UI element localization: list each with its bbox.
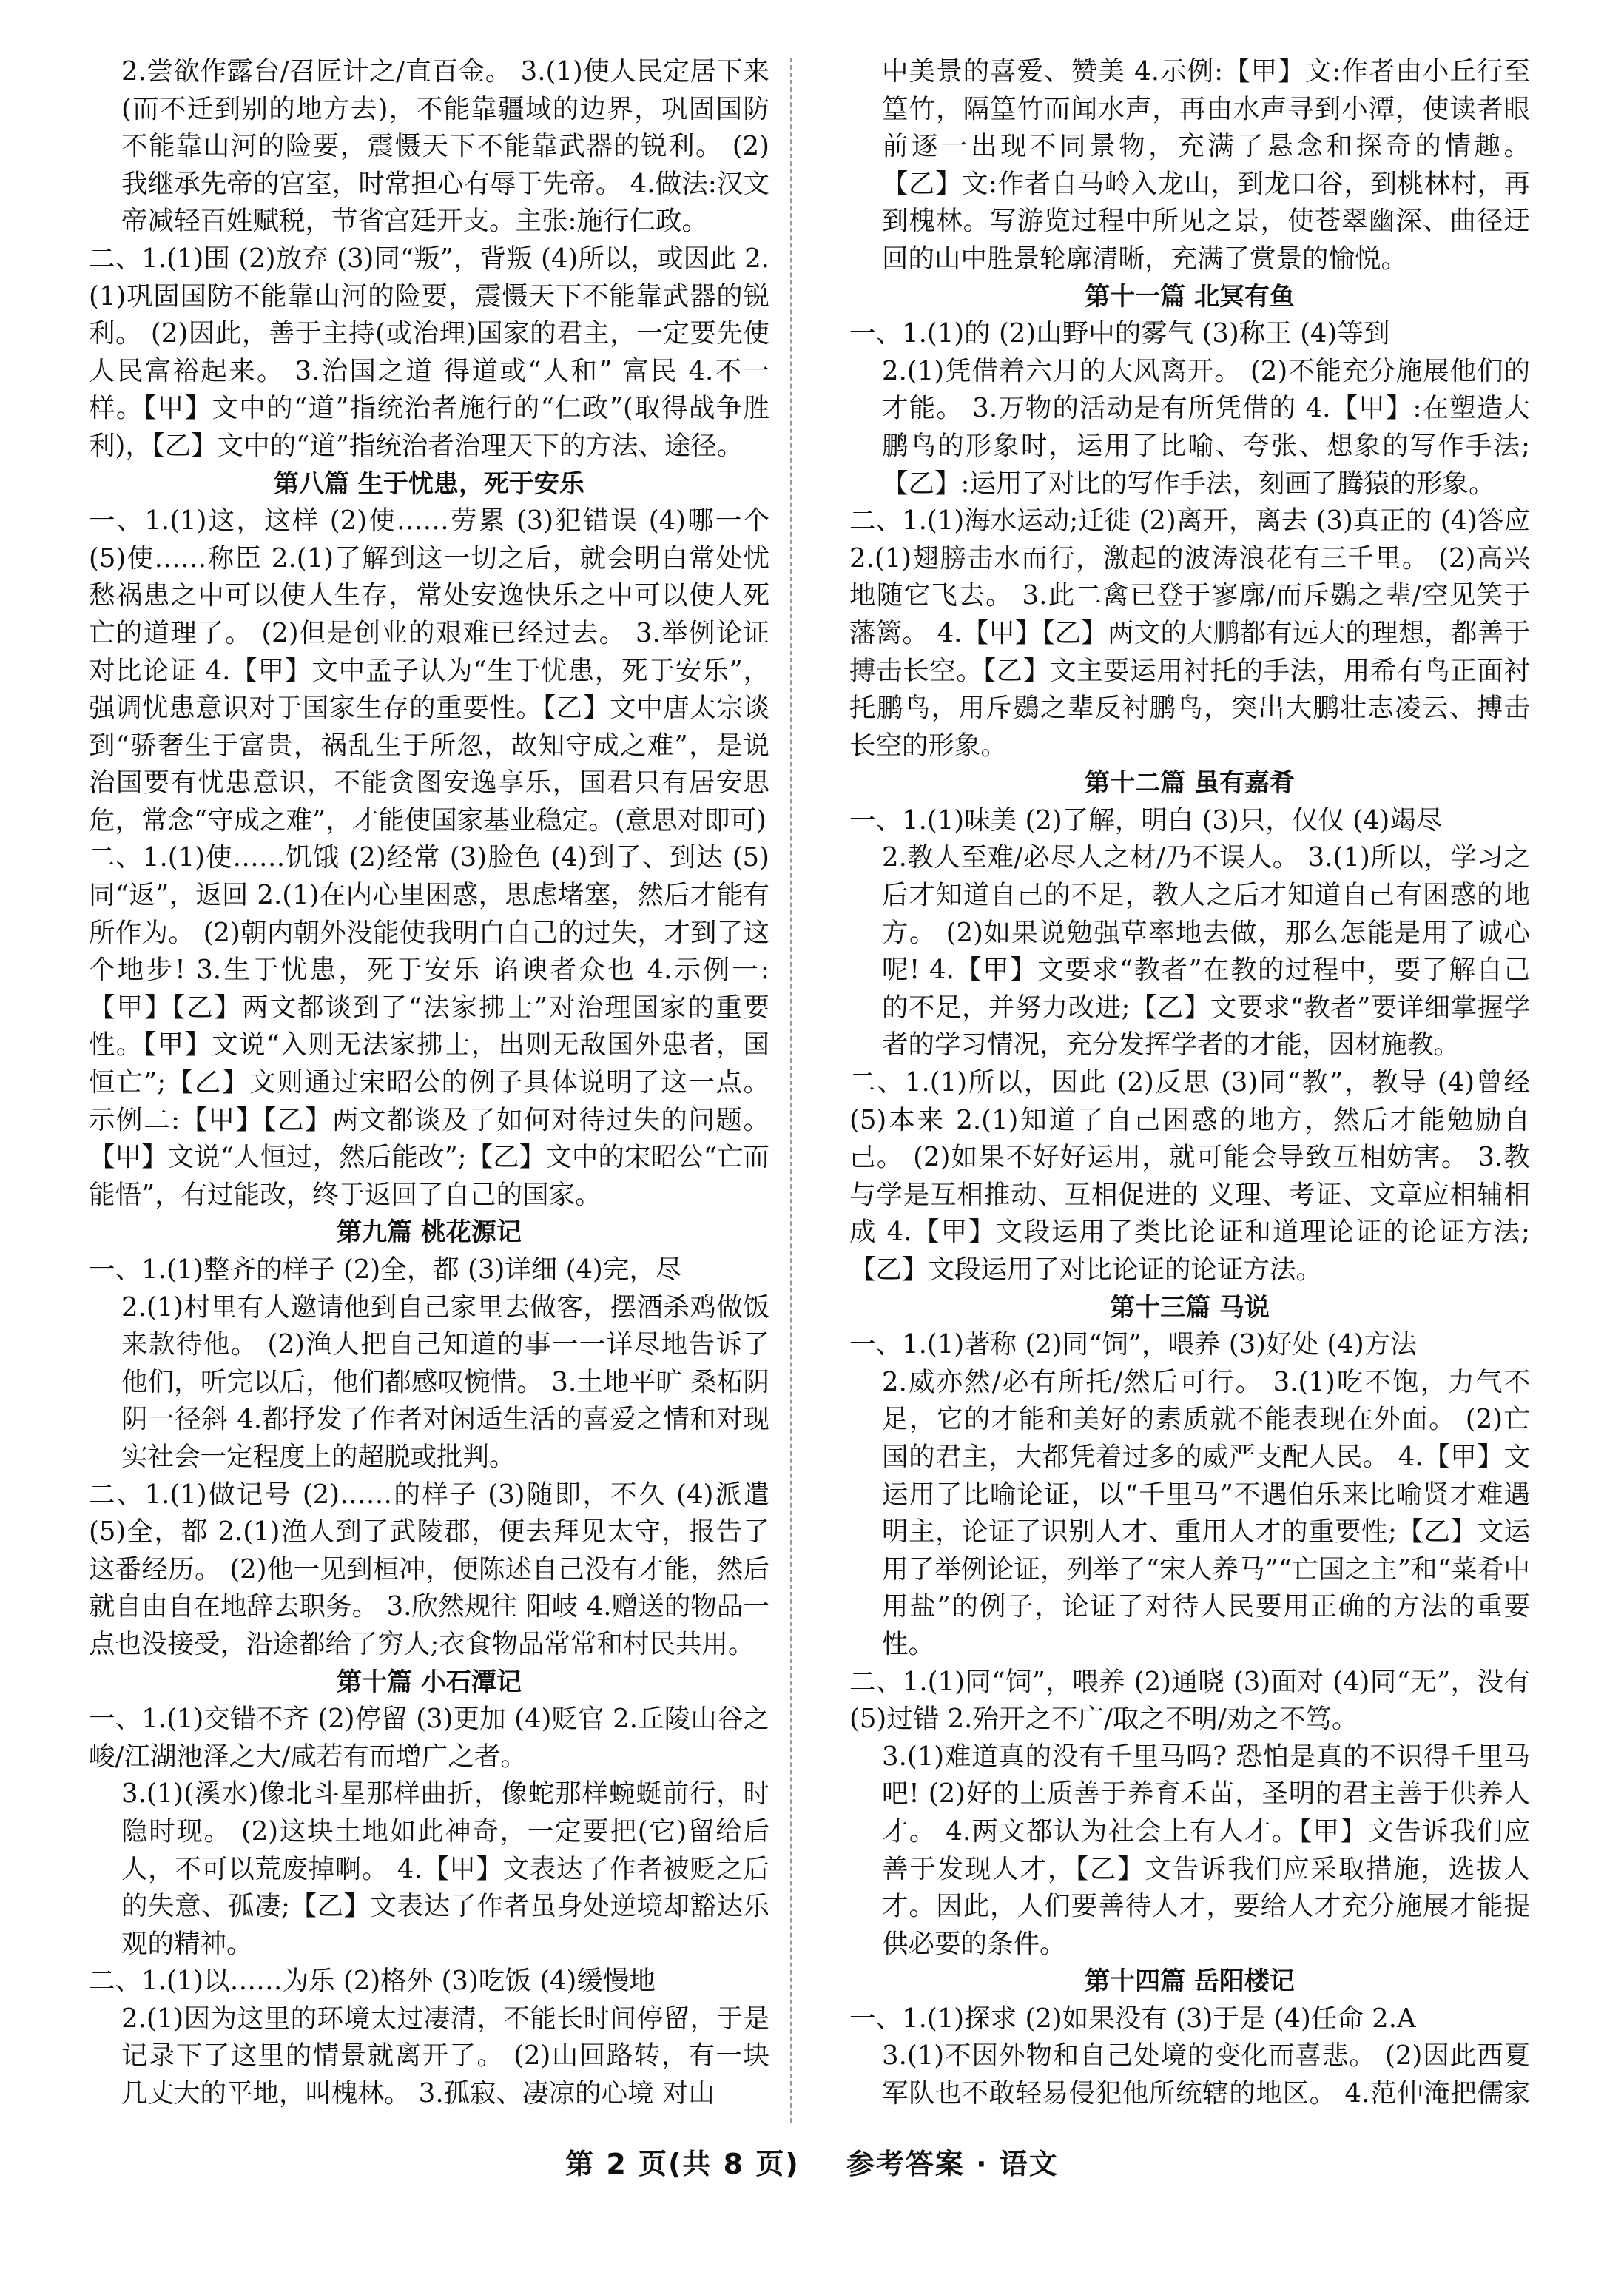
answer-group: 一、1.(1)交错不齐 (2)停留 (3)更加 (4)贬官 2.丘陵山谷之峻/江湖池泽之大/咸若有而增广之者。 bbox=[89, 1704, 769, 1772]
section-label: 参考答案 · 语文 bbox=[846, 2148, 1059, 2180]
answer-item: 2.教人至难/必尽人之材/乃不误人。 3.(1)所以，学习之后才知道自己的不足，教人之后才知道自己有困惑的地方。 (2)如果说勉强草率地去做，那么怎能是用了诚心呢! 4.【甲】文要求“教者”在教的过程中，要了解自己的不足，并努力改进;【乙】文要求“教者”要详细掌握学者的学习情况，充分发挥学者的才能，因材施教。 bbox=[882, 842, 1530, 1061]
left-column bbox=[89, 53, 769, 2114]
column-divider bbox=[790, 58, 792, 2123]
answer-group: 一、1.(1)的 (2)山野中的雾气 (3)称王 (4)等到 bbox=[849, 318, 1390, 349]
answer-group: 二、1.(1)围 (2)放弃 (3)同“叛”，背叛 (4)所以，或因此 2.(1)巩固国防不能靠山河的险要，震慑天下不能靠武器的锐利。 (2)因此，善于主持(或治理)国家的君主，一定要先使人民富裕起来。 3.治国之道 得道或“人和” 富民 4.不一样。【甲】文中的“道”指统治者施行的“仁政”(取得战争胜利)，【乙】文中的“道”指统治者治理天下的方法、途径。 bbox=[89, 243, 769, 461]
section-title: 第十一篇 北冥有鱼 bbox=[1085, 281, 1295, 312]
answer-group: 二、1.(1)海水运动;迁徙 (2)离开，离去 (3)真正的 (4)答应 2.(1)翅膀击水而行，激起的波涛浪花有三千里。 (2)高兴地随它飞去。 3.此二禽已登于寥廓/而斥鷃之辈/空见笑于藩篱。 4.【甲】【乙】两文的大鹏都有远大的理想，都善于搏击长空。【乙】文主要运用衬托的手法，用希有鸟正面衬托鹏鸟，用斥鷃之辈反衬鹏鸟，突出大鹏壮志凌云、搏击长空的形象。 bbox=[849, 505, 1530, 761]
answer-item: 2.(1)因为这里的环境太过凄清，不能长时间停留，于是记录下了这里的情景就离开了。 (2)山回路转，有一块几丈大的平地，叫槐林。 3.孤寂、凄凉的心境 对山 bbox=[121, 2003, 769, 2109]
answer-group: 二、1.(1)同“饲”，喂养 (2)通晓 (3)面对 (4)同“无”，没有 (5)过错 2.殆开之不广/取之不明/劝之不笃。 bbox=[849, 1666, 1530, 1735]
answer-group: 一、1.(1)这，这样 (2)使……劳累 (3)犯错误 (4)哪一个 (5)使……称臣 2.(1)了解到这一切之后，就会明白常处忧愁祸患之中可以使人生存，常处安逸快乐之中可以使人死亡的道理了。 (2)但是创业的艰难已经过去。 3.举例论证 对比论证 4.【甲】文中孟子认为“生于忧患，死于安乐”，强调忧患意识对于国家生存的重要性。【乙】文中唐太宗谈到“骄奢生于富贵，祸乱生于所忽，故知守成之难”，是说治国要有忧患意识，不能贪图安逸享乐，国君只有居安思危，常念“守成之难”，才能使国家基业稳定。(意思对即可) bbox=[89, 505, 769, 836]
answer-group: 一、1.(1)味美 (2)了解，明白 (3)只，仅仅 (4)竭尽 bbox=[849, 804, 1443, 836]
answer-group: 一、1.(1)探求 (2)如果没有 (3)于是 (4)任命 2.A bbox=[849, 2003, 1416, 2034]
right-column bbox=[849, 53, 1530, 2114]
page-footer bbox=[0, 2141, 1624, 2182]
answer-group: 二、1.(1)使……饥饿 (2)经常 (3)脸色 (4)到了、到达 (5)同“返”，返回 2.(1)在内心里困惑，思虑堵塞，然后才能有所作为。 (2)朝内朝外没能使我明白自己的过失，才到了这个地步! 3.生于忧患，死于安乐 谄谀者众也 4.示例一:【甲】【乙】两文都谈到了“法家拂士”对治理国家的重要性。【甲】文说“入则无法家拂士，出则无敌国外患者，国恒亡”;【乙】文则通过宋昭公的例子具体说明了这一点。 示例二:【甲】【乙】两文都谈及了如何对待过失的问题。【甲】文说“人恒过，然后能改”;【乙】文中的宋昭公“亡而能悟”，有过能改，终于返回了自己的国家。 bbox=[89, 842, 769, 1210]
page-number: 第 2 页(共 8 页) bbox=[565, 2148, 800, 2180]
section-title: 第九篇 桃花源记 bbox=[337, 1217, 522, 1248]
answer-item: 2.威亦然/必有所托/然后可行。 3.(1)吃不饱，力气不足，它的才能和美好的素质就不能表现在外面。 (2)亡国的君主，大都凭着过多的威严支配人民。 4.【甲】文运用了比喻论证，以“千里马”不遇伯乐来比喻贤才难遇明主，论证了识别人才、重用人才的重要性;【乙】文运用了举例论证，列举了“宋人养马”“亡国之主”和“菜肴中用盐”的例子，论证了对待人民要用正确的方法的重要性。 bbox=[882, 1366, 1530, 1659]
answer-item: 3.(1)(溪水)像北斗星那样曲折，像蛇那样蜿蜒前行，时隐时现。 (2)这块土地如此神奇，一定要把(它)留给后人，不可以荒废掉啊。 4.【甲】文表达了作者被贬之后的失意、孤凄;【乙】文表达了作者虽身处逆境却豁达乐观的精神。 bbox=[121, 1778, 769, 1959]
answer-item: 2.(1)凭借着六月的大风离开。 (2)不能充分施展他们的才能。 3.万物的活动是有所凭借的 4.【甲】:在塑造大鹏鸟的形象时，运用了比喻、夸张、想象的写作手法;【乙】:运用了对比的写作手法，刻画了腾猿的形象。 bbox=[882, 355, 1530, 499]
answer-item: 2.尝欲作露台/召匠计之/直百金。 3.(1)使人民定居下来(而不迁到别的地方去)，不能靠疆域的边界，巩固国防不能靠山河的险要，震慑天下不能靠武器的锐利。 (2)我继承先帝的宫室，时常担心有辱于先帝。 4.做法:汉文帝减轻百姓赋税，节省宫廷开支。主张:施行仁政。 bbox=[121, 56, 769, 237]
answer-item: 3.(1)难道真的没有千里马吗? 恐怕是真的不识得千里马吧! (2)好的土质善于养育禾苗，圣明的君主善于供养人才。 4.两文都认为社会上有人才。【甲】文告诉我们应善于发现人才，【乙】文告诉我们应采取措施，选拔人才。因此，人们要善待人才，要给人才充分施展才能提供必要的条件。 bbox=[882, 1741, 1530, 1959]
section-title: 第十二篇 虽有嘉肴 bbox=[1085, 768, 1295, 799]
section-title: 第十篇 小石潭记 bbox=[337, 1667, 522, 1697]
section-title: 第十四篇 岳阳楼记 bbox=[1085, 1966, 1295, 1997]
section-title: 第八篇 生于忧患，死于安乐 bbox=[274, 468, 584, 499]
answer-item: 2.(1)村里有人邀请他到自己家里去做客，摆酒杀鸡做饭来款待他。 (2)渔人把自己知道的事一一详尽地告诉了他们，听完以后，他们都感叹惋惜。 3.土地平旷 桑柘阴阴一径斜 4.都抒发了作者对闲适生活的喜爱之情和对现实社会一定程度上的超脱或批判。 bbox=[121, 1291, 769, 1472]
answer-item: 中美景的喜爱、赞美 4.示例:【甲】文:作者由小丘行至篁竹，隔篁竹而闻水声，再由水声寻到小潭，使读者眼前逐一出现不同景物，充满了悬念和探奇的情趣。 【乙】文:作者自马岭入龙山，到龙口谷，到桃林村，再到槐林。写游览过程中所见之景，使苍翠幽深、曲径迂回的山中胜景轮廓清晰，充满了赏景的愉悦。 bbox=[882, 56, 1530, 274]
answer-group: 二、1.(1)所以，因此 (2)反思 (3)同“教”，教导 (4)曾经 (5)本来 2.(1)知道了自己困惑的地方，然后才能勉励自己。 (2)如果不好好运用，就可能会导致互相妨害。 3.教与学是互相推动、互相促进的 义理、考证、文章应相辅相成 4.【甲】文段运用了类比论证和道理论证的论证方法;【乙】文段运用了对比论证的论证方法。 bbox=[849, 1067, 1530, 1285]
answer-group: 一、1.(1)著称 (2)同“饲”，喂养 (3)好处 (4)方法 bbox=[849, 1329, 1417, 1360]
answer-group: 一、1.(1)整齐的样子 (2)全，都 (3)详细 (4)完，尽 bbox=[89, 1254, 682, 1285]
answer-group: 二、1.(1)以……为乐 (2)格外 (3)吃饭 (4)缓慢地 bbox=[89, 1966, 656, 1997]
answer-group: 二、1.(1)做记号 (2)……的样子 (3)随即，不久 (4)派遣 (5)全，都 2.(1)渔人到了武陵郡，便去拜见太守，报告了这番经历。 (2)他一见到桓冲，便陈述自己没有才能，然后就自由自在地辞去职务。 3.欣然规往 阳岐 4.赠送的物品一点也没接受，沿途都给了穷人;衣食物品常常和村民共用。 bbox=[89, 1479, 769, 1659]
section-title: 第十三篇 马说 bbox=[1110, 1292, 1270, 1323]
answer-item: 3.(1)不因外物和自己处境的变化而喜悲。 (2)因此西夏军队也不敢轻易侵犯他所统辖的地区。 4.范仲淹把儒家 bbox=[882, 2040, 1530, 2109]
